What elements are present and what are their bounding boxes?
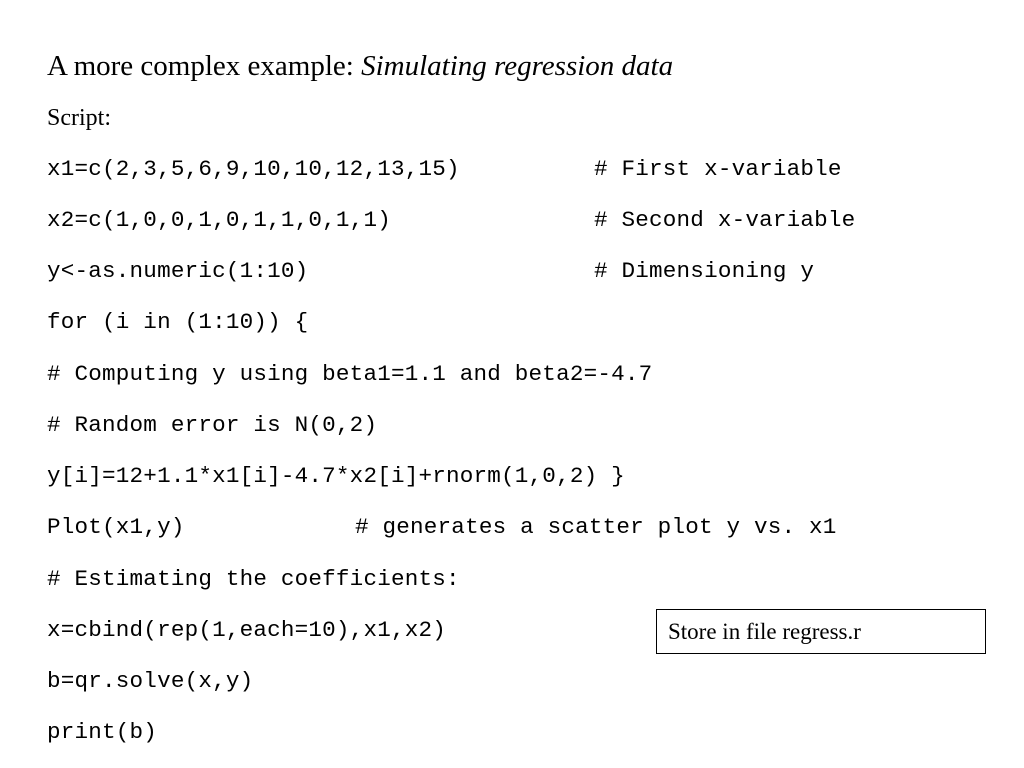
code-line-6: # Random error is N(0,2) <box>47 412 378 438</box>
code-line-10: x=cbind(rep(1,each=10),x1,x2) <box>47 617 446 643</box>
code-line-9: # Estimating the coefficients: <box>47 566 460 592</box>
code-line-12: print(b) <box>47 719 158 745</box>
note-text: Store in file regress.r <box>668 619 861 644</box>
title-prefix: A more complex example: <box>47 50 362 82</box>
code-comment-1: # First x-variable <box>594 156 842 182</box>
code-line-4: for (i in (1:10)) { <box>47 309 309 335</box>
code-comment-2: # Second x-variable <box>594 207 856 233</box>
code-line-8: Plot(x1,y) <box>47 514 185 540</box>
code-line-11: b=qr.solve(x,y) <box>47 668 254 694</box>
code-line-3: y<-as.numeric(1:10) <box>47 258 309 284</box>
slide-title <box>47 46 673 86</box>
title-emphasis: Simulating regression data <box>361 50 674 82</box>
code-comment-3: # Dimensioning y <box>594 258 815 284</box>
code-line-2: x2=c(1,0,0,1,0,1,1,0,1,1) <box>47 207 391 233</box>
note-box <box>656 609 986 654</box>
code-comment-8: # generates a scatter plot y vs. x1 <box>355 514 837 540</box>
script-label: Script: <box>47 105 111 131</box>
code-line-5: # Computing y using beta1=1.1 and beta2=-4.7 <box>47 361 653 387</box>
code-line-1: x1=c(2,3,5,6,9,10,10,12,13,15) <box>47 156 460 182</box>
code-line-7: y[i]=12+1.1*x1[i]-4.7*x2[i]+rnorm(1,0,2) } <box>47 463 625 489</box>
